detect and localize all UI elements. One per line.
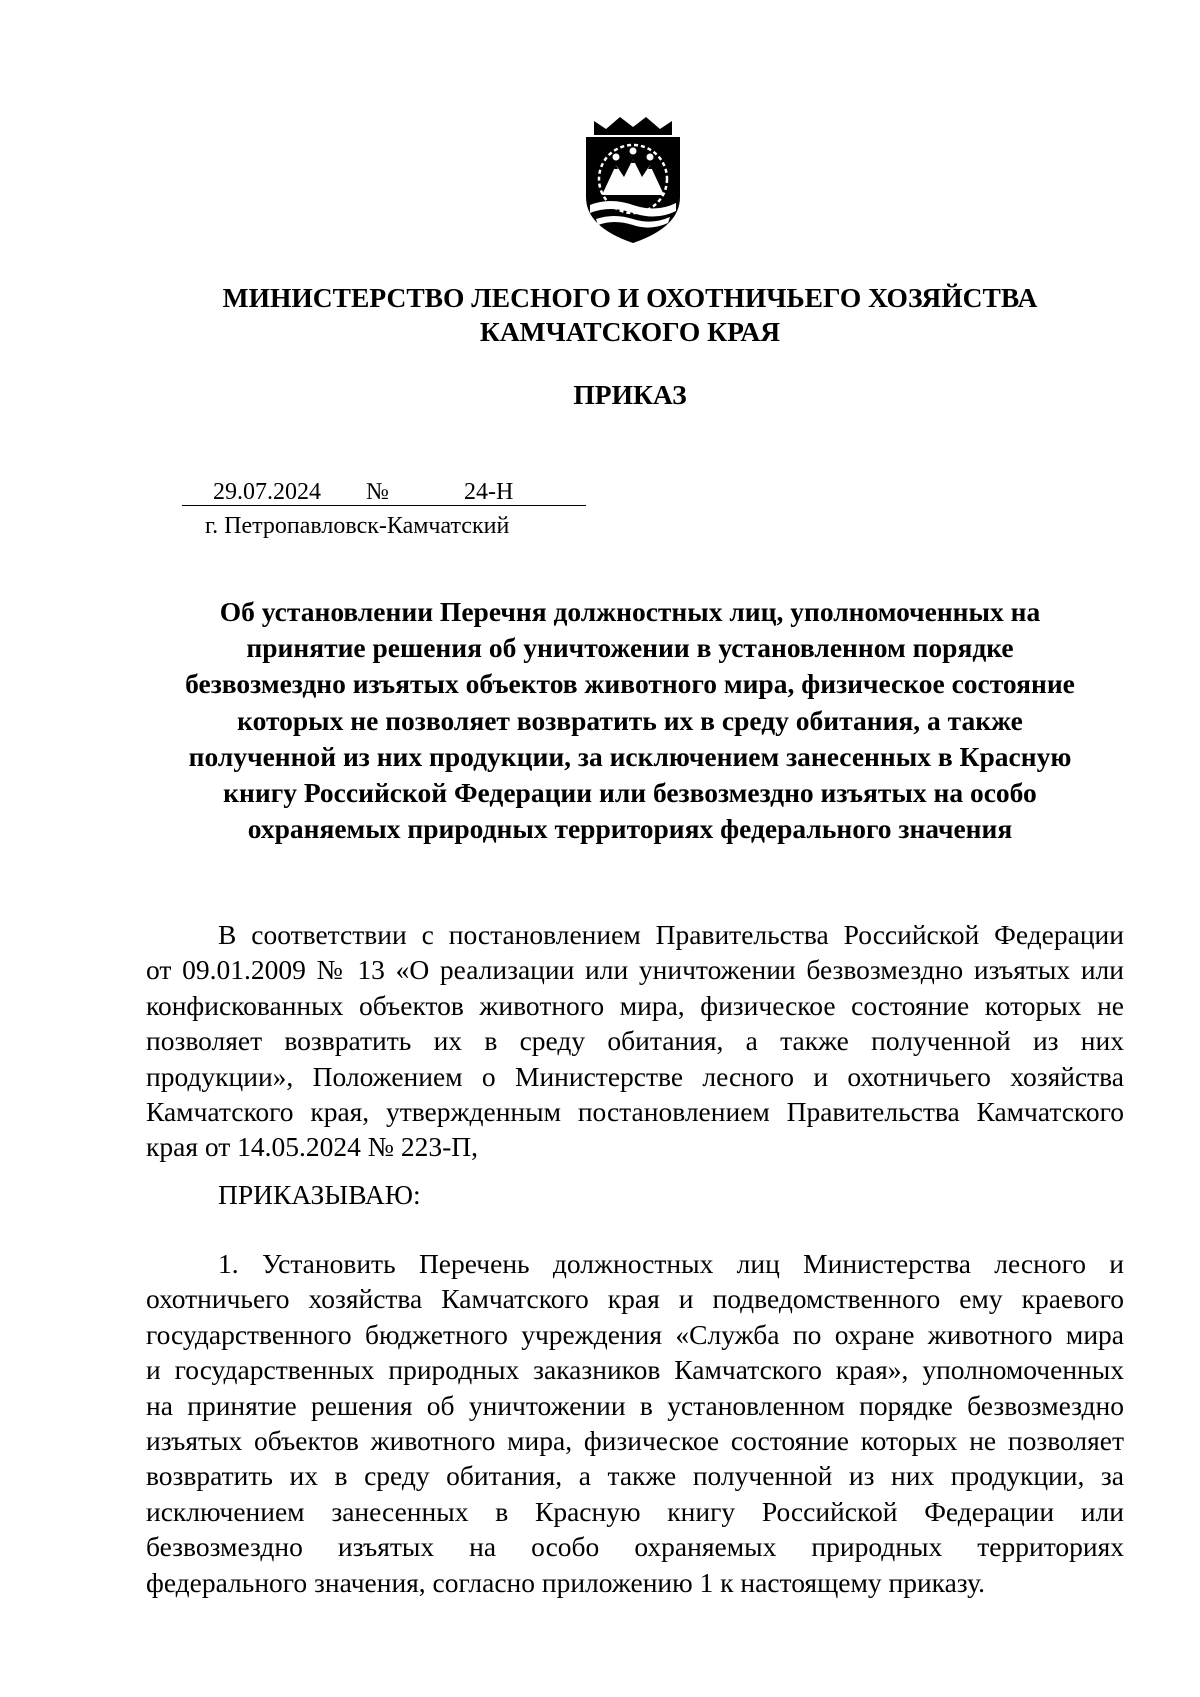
subject-line: полученной из них продукции, за исключением занесенных в Красную (188, 740, 1072, 772)
registration-underline (182, 505, 586, 506)
paragraph-line: позволяет возвратить их в среду обитания, а также полученной из них (146, 1025, 1124, 1057)
subject-line: Об установлении Перечня должностных лиц, уполномоченных на (219, 596, 1041, 627)
order-decree-word: ПРИКАЗЫВАЮ: (218, 1179, 421, 1210)
subject-line: охраняемых природных территориях федерального значения (247, 813, 1013, 845)
subject-line: книгу Российской Федерации или безвозмездно изъятых на особо (223, 777, 1037, 809)
order-date: 29.07.2024 (213, 479, 321, 505)
order-number: 24-Н (464, 479, 514, 505)
paragraph-line: возвратить их в среду обитания, а также полученной из них продукции, за (146, 1460, 1124, 1492)
paragraph-line: В соответствии с постановлением Правительства Российской Федерации (218, 919, 1124, 950)
paragraph-line: от 09.01.2009 № 13 «О реализации или уничтожении безвозмездно изъятых или (146, 954, 1124, 986)
subject-line: безвозмездно изъятых объектов животного мира, физическое состояние (185, 668, 1075, 700)
document-type: ПРИКАЗ (573, 379, 687, 410)
preamble-paragraph (146, 917, 1124, 1165)
subject-line: принятие решения об уничтожении в установленном порядке (246, 632, 1014, 664)
paragraph-line: на принятие решения об уничтожении в установленном порядке безвозмездно (146, 1389, 1124, 1421)
paragraph-line: Камчатского края, утвержденным постановлением Правительства Камчатского (146, 1095, 1124, 1127)
paragraph-line: края от 14.05.2024 № 223-П, (146, 1131, 479, 1163)
item-1-paragraph (146, 1246, 1124, 1600)
order-subject (0, 594, 1200, 847)
ministry-name-line1: МИНИСТЕРСТВО ЛЕСНОГО И ОХОТНИЧЬЕГО ХОЗЯЙСТВА (222, 282, 1038, 313)
paragraph-line: государственного бюджетного учреждения «Служба по охране животного мира (146, 1318, 1124, 1350)
paragraph-line: конфискованных объектов животного мира, физическое состояние которых не (146, 989, 1124, 1021)
ministry-name-line2: КАМЧАТСКОГО КРАЯ (479, 316, 781, 347)
paragraph-line: 1. Установить Перечень должностных лиц Министерства лесного и (218, 1248, 1124, 1279)
paragraph-line: исключением занесенных в Красную книгу Российской Федерации или (146, 1495, 1124, 1527)
city: г. Петропавловск-Камчатский (205, 513, 510, 539)
paragraph-line: охотничьего хозяйства Камчатского края и подведомственного ему краевого (146, 1283, 1124, 1315)
subject-line: которых не позволяет возвратить их в среду обитания, а также (237, 704, 1023, 736)
kamchatka-coat-of-arms-icon (580, 115, 686, 245)
paragraph-line: и государственных природных заказников Камчатского края», уполномоченных (146, 1354, 1124, 1386)
paragraph-line: федерального значения, согласно приложению 1 к настоящему приказу. (146, 1566, 985, 1598)
paragraph-line: продукции», Положением о Министерстве лесного и охотничьего хозяйства (146, 1060, 1124, 1092)
paragraph-line: изъятых объектов животного мира, физическое состояние которых не позволяет (146, 1424, 1124, 1456)
number-sign: № (366, 479, 389, 505)
paragraph-line: безвозмездно изъятых на особо охраняемых природных территориях (146, 1531, 1124, 1563)
